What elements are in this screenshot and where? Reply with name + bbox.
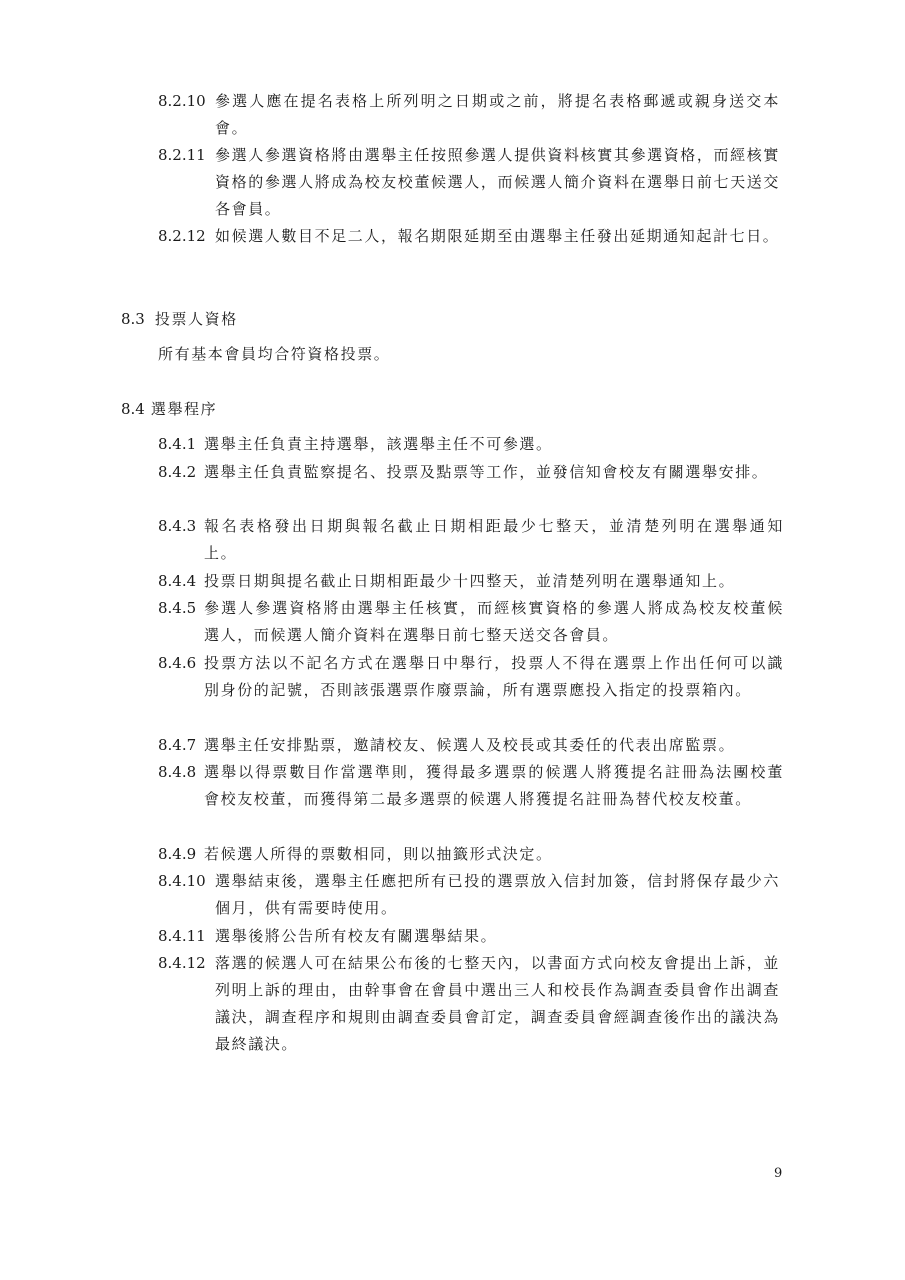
clause-8-4-3 [158, 513, 784, 567]
clause-number: 8.4.8 [158, 763, 197, 781]
clause-8-4-9 [158, 841, 784, 868]
clause-8-2-10 [158, 88, 780, 142]
clause-text: 選舉主任安排點票，邀請校友、候選人及校長或其委任的代表出席監票。 [204, 736, 736, 754]
clause-text: 參選人參選資格將由選舉主任核實，而經核實資格的參選人將成為校友校董候選人，而候選人簡介資料在選舉日前七整天送交各會員。 [204, 599, 784, 644]
section-number: 8.3 [121, 310, 145, 328]
clause-8-4-11 [158, 923, 780, 950]
clause-text: 參選人參選資格將由選舉主任按照參選人提供資料核實其參選資格，而經核實資格的參選人將成為校友校董候選人，而候選人簡介資料在選舉日前七天送交各會員。 [215, 146, 780, 218]
clause-number: 8.4.4 [158, 572, 197, 590]
clause-text: 選舉主任負責監察提名、投票及點票等工作，並發信知會校友有關選舉安排。 [204, 463, 769, 481]
section-title: 選舉程序 [150, 400, 218, 418]
clause-number: 8.4.5 [158, 599, 197, 617]
clause-number: 8.4.2 [158, 463, 197, 481]
clause-text: 投票日期與提名截止日期相距最少十四整天，並清楚列明在選舉通知上。 [204, 572, 736, 590]
clause-number: 8.4.10 [158, 872, 206, 890]
clause-8-4-6 [158, 650, 784, 704]
clause-text: 選舉主任負責主持選舉，該選舉主任不可參選。 [204, 435, 553, 453]
clause-number: 8.4.9 [158, 845, 197, 863]
section-heading-8-3 [121, 306, 238, 333]
clause-text: 選舉以得票數目作當選準則，獲得最多選票的候選人將獲提名註冊為法團校董會校友校董，而獲得第二最多選票的候選人將獲提名註冊為替代校友校董。 [204, 763, 784, 808]
clause-number: 8.4.11 [158, 927, 206, 945]
clause-number: 8.4.3 [158, 517, 197, 535]
clause-text: 選舉後將公告所有校友有關選舉結果。 [215, 927, 498, 945]
clause-number: 8.4.6 [158, 654, 197, 672]
section-body-8-3: 所有基本會員均合符資格投票。 [158, 345, 391, 363]
clause-text: 參選人應在提名表格上所列明之日期或之前，將提名表格郵遞或親身送交本會。 [215, 92, 780, 137]
clause-8-4-2 [158, 459, 784, 486]
clause-text: 選舉結束後，選舉主任應把所有已投的選票放入信封加簽，信封將保存最少六個月，供有需要時使用。 [215, 872, 780, 917]
clause-text: 如候選人數目不足二人，報名期限延期至由選舉主任發出延期通知起計七日。 [215, 227, 780, 245]
clause-number: 8.2.12 [158, 227, 206, 245]
clause-text: 若候選人所得的票數相同，則以抽籤形式決定。 [204, 845, 553, 863]
clause-8-4-5 [158, 595, 784, 649]
clause-8-4-1 [158, 431, 784, 458]
clause-text: 報名表格發出日期與報名截止日期相距最少七整天，並清楚列明在選舉通知上。 [204, 517, 784, 562]
clause-8-2-12 [158, 223, 780, 250]
clause-text: 投票方法以不記名方式在選舉日中舉行，投票人不得在選票上作出任何可以識別身份的記號，否則該張選票作廢票論，所有選票應投入指定的投票箱內。 [204, 654, 784, 699]
clause-8-4-12 [158, 950, 780, 1058]
clause-8-2-11 [158, 142, 780, 223]
clause-number: 8.2.10 [158, 92, 206, 110]
clause-number: 8.2.11 [158, 146, 206, 164]
page-number: 9 [774, 1166, 783, 1181]
clause-number: 8.4.12 [158, 954, 206, 972]
clause-8-4-7 [158, 732, 784, 759]
section-heading-8-4 [121, 396, 217, 423]
section-title: 投票人資格 [154, 310, 238, 328]
clause-number: 8.4.1 [158, 435, 197, 453]
clause-number: 8.4.7 [158, 736, 197, 754]
clause-8-4-10 [158, 868, 780, 922]
clause-8-4-4 [158, 568, 784, 595]
section-number: 8.4 [121, 400, 145, 418]
clause-8-4-8 [158, 759, 784, 813]
clause-text: 落選的候選人可在結果公布後的七整天內，以書面方式向校友會提出上訴，並列明上訴的理由，由幹事會在會員中選出三人和校長作為調查委員會作出調查議決，調查程序和規則由調查委員會訂定，調查委員會經調查後作出的議決為最終議決。 [215, 954, 780, 1053]
